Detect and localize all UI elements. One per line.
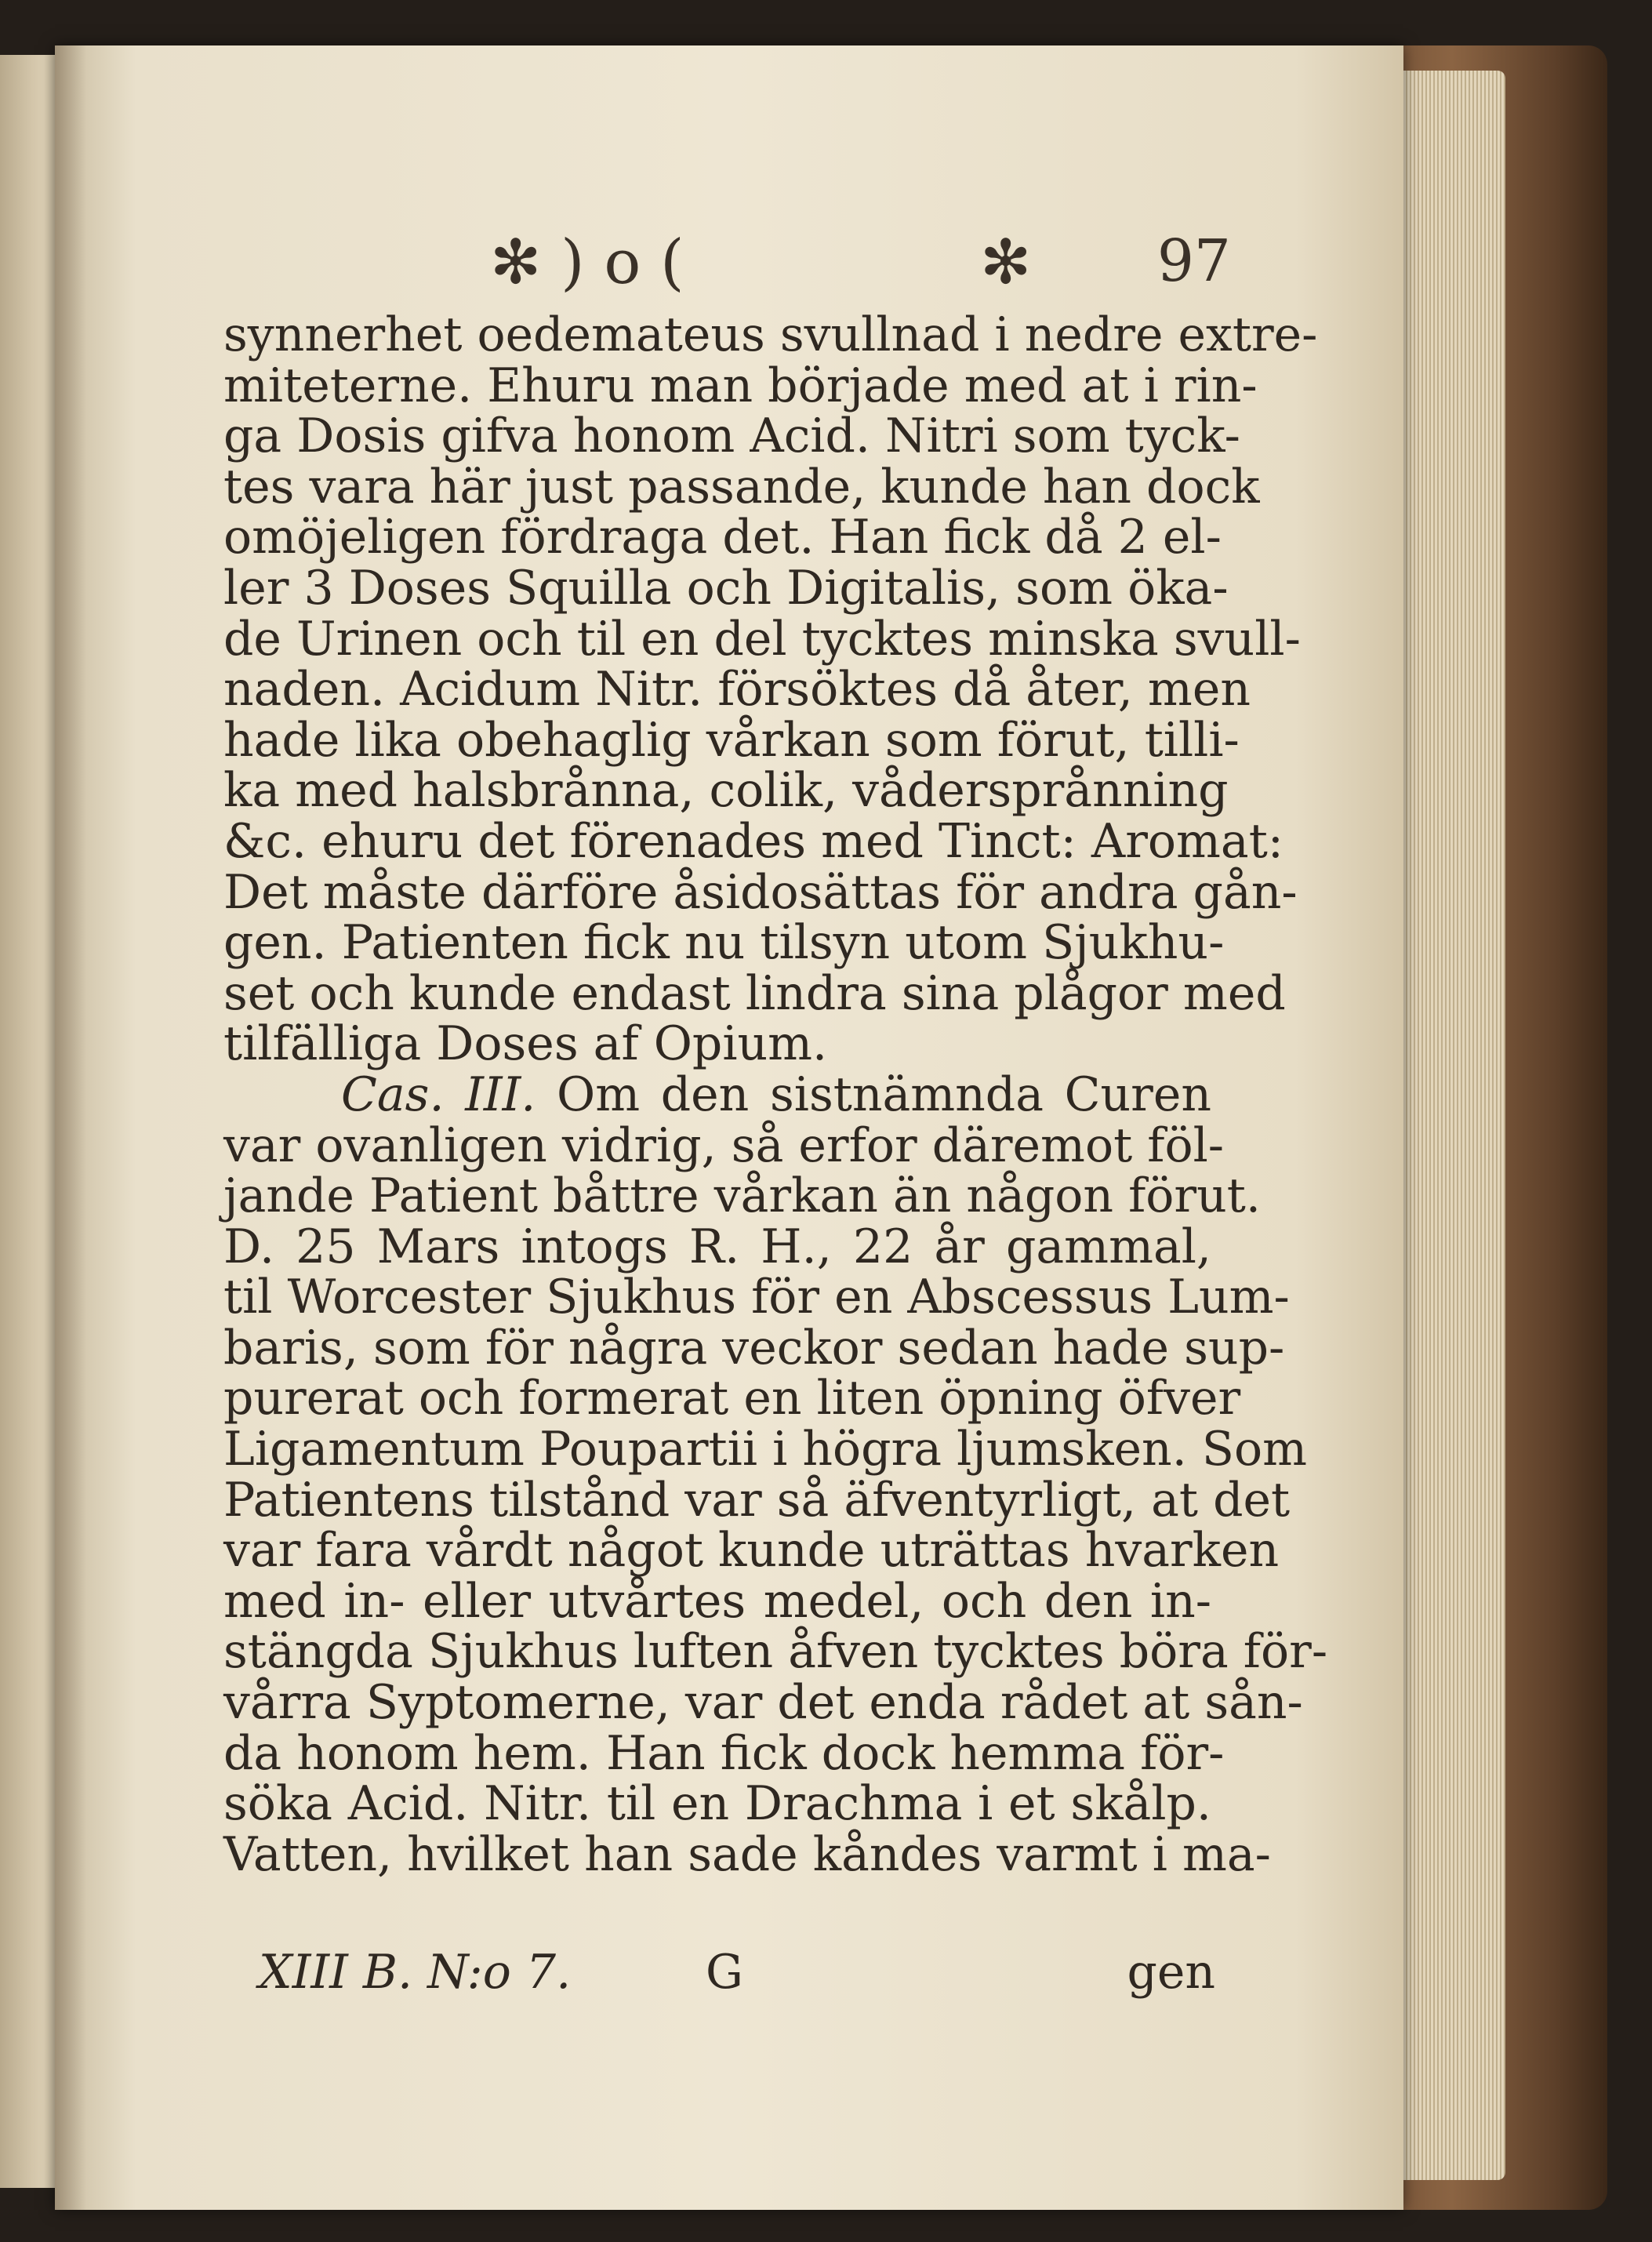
previous-page-edge (0, 55, 63, 2188)
text-line: miteterne. Ehuru man började med at i rin- (223, 358, 1258, 413)
text-line: var ovanligen vidrig, så erfor däremot föl- (223, 1117, 1225, 1173)
text-line: vårra Syptomerne, var det enda rådet at sån- (223, 1675, 1303, 1731)
text-line: gen. Patienten fick nu tilsyn utom Sjukhu- (223, 915, 1225, 971)
header-ornament-right: ✻ (980, 227, 1032, 298)
text-line: med in- eller utvårtes medel, och den in- (223, 1573, 1211, 1629)
text-line: synnerhet oedemateus svullnad i nedre extre- (223, 307, 1318, 362)
text-line: da honom hem. Han fick dock hemma för- (223, 1725, 1225, 1781)
text-line: tes vara här just passande, kunde han dock (223, 459, 1260, 514)
text-line: set och kunde endast lindra sina plågor med (223, 965, 1286, 1021)
text-line: jande Patient båttre vårkan än någon förut. (223, 1168, 1261, 1224)
text-line: ka med halsbrånna, colik, vådersprånning (223, 763, 1229, 819)
catchword: gen (1127, 1945, 1215, 2000)
text-line: D. 25 Mars intogs R. H., 22 år gammal, (223, 1219, 1211, 1274)
case-heading: Cas. III. (341, 1066, 536, 1122)
page-footer (259, 1941, 1215, 2004)
case-heading-line (223, 1066, 1212, 1122)
text-line: stängda Sjukhus luften åfven tycktes böra för- (223, 1624, 1328, 1680)
signature-mark: XIII B. N:o 7. (259, 1945, 572, 2000)
gathering-letter: G (706, 1945, 743, 2000)
text-line: omöjeligen fördraga det. Han fick då 2 el- (223, 510, 1222, 565)
text-line: ler 3 Doses Squilla och Digitalis, som öka- (223, 560, 1229, 616)
body-text (223, 307, 1328, 1882)
text-line: Vatten, hvilket han sade kåndes varmt i ma- (223, 1826, 1271, 1882)
text-line: var fara vårdt något kunde uträttas hvarken (223, 1523, 1280, 1579)
text-line: söka Acid. Nitr. til en Drachma i et skålp. (223, 1776, 1211, 1832)
text-line: Patientens tilstånd var så äfventyrligt, at det (223, 1472, 1291, 1528)
header-ornament-left: ✻ ) o ( (490, 227, 684, 298)
text-line: ga Dosis gifva honom Acid. Nitri som tyck- (223, 409, 1240, 464)
case-heading-rest: Om den sistnämnda Curen (536, 1066, 1212, 1122)
page-gutter-shadow (55, 45, 86, 2210)
text-line: &c. ehuru det förenades med Tinct: Aromat: (223, 813, 1284, 869)
text-line: purerat och formerat en liten öpning öfver (223, 1371, 1241, 1426)
text-line: Ligamentum Poupartii i högra ljumsken. Som (223, 1422, 1307, 1477)
text-line: naden. Acidum Nitr. försöktes då åter, men (223, 662, 1251, 718)
text-line: de Urinen och til en del tycktes minska svull- (223, 611, 1301, 667)
running-header (180, 227, 1231, 298)
text-line: til Worcester Sjukhus för en Abscessus Lum- (223, 1270, 1290, 1325)
text-line: baris, som för några veckor sedan hade sup- (223, 1320, 1285, 1375)
page-number: 97 (1156, 227, 1231, 295)
text-line: hade lika obehaglig vårkan som förut, tilli- (223, 712, 1240, 768)
text-line: Det måste därföre åsidosättas för andra gån- (223, 864, 1298, 920)
text-line-paragraph-end: tilfälliga Doses af Opium. (223, 1016, 828, 1072)
